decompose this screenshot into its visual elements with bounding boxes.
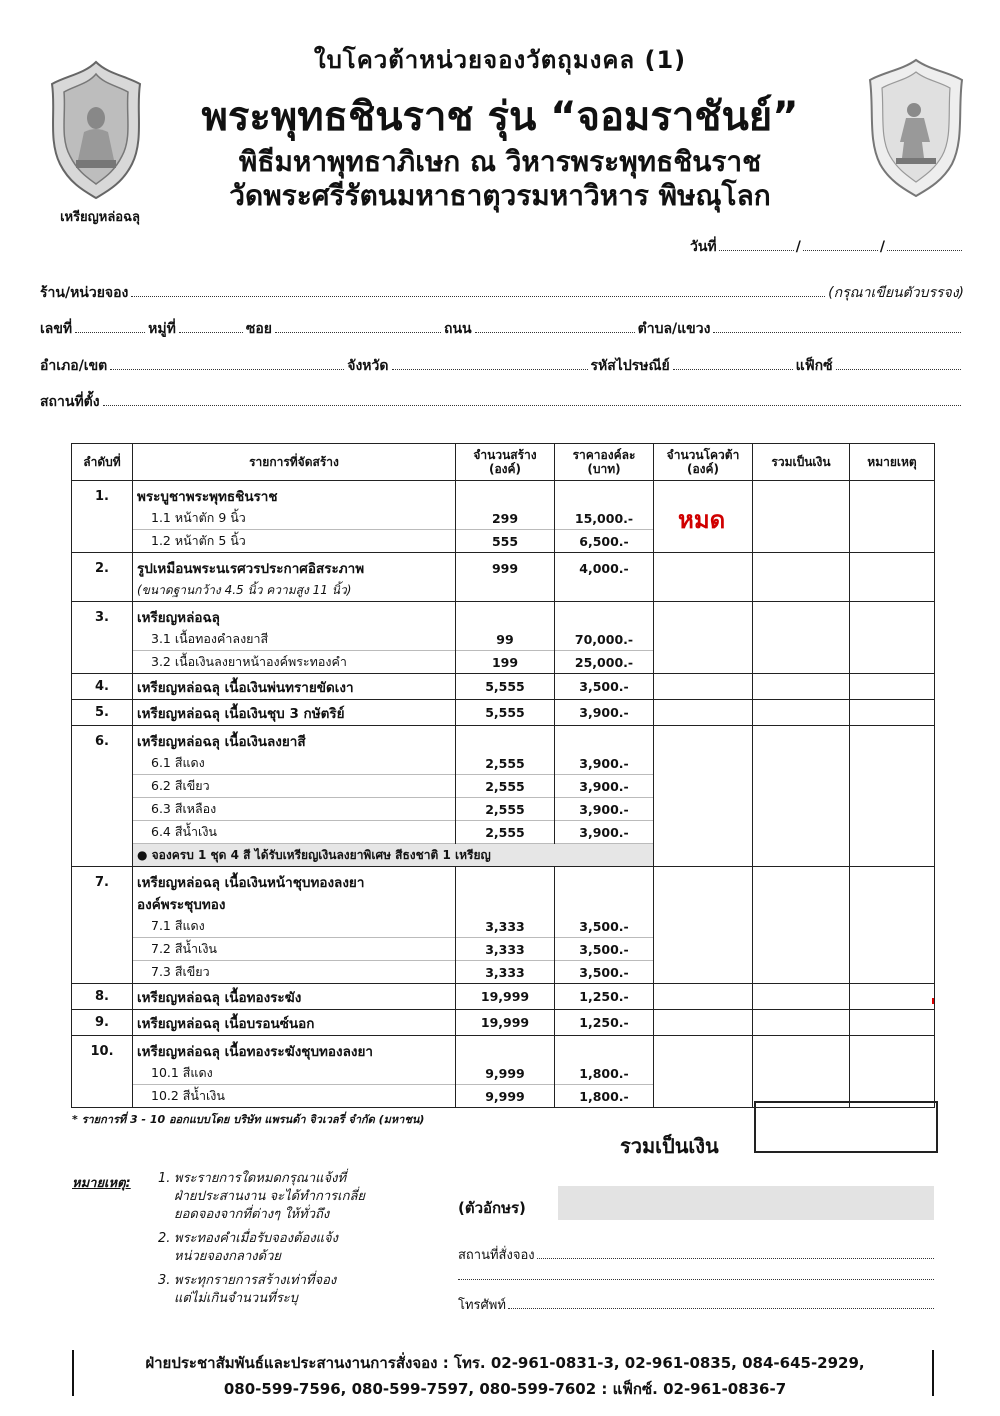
table-row — [72, 674, 935, 700]
table-row — [72, 984, 935, 1010]
form-title: ใบโควต้าหน่วยจองวัตถุมงคล (1) — [313, 46, 687, 74]
item-title: พระบูชาพระพุทธชินราช — [133, 481, 456, 508]
total-cell[interactable] — [753, 628, 850, 651]
table-row — [72, 1036, 935, 1063]
qty-made: 2,555 — [456, 821, 555, 844]
designer-footnote: * รายการที่ 3 - 10 ออกแบบโดย บริษัท แพรนด้า จิวเวลรี่ จำกัด (มหาชน) — [72, 1113, 425, 1126]
order-place-line — [458, 1244, 934, 1265]
remark-cell[interactable] — [850, 553, 935, 580]
quota-cell[interactable] — [654, 1062, 753, 1085]
remark-cell[interactable] — [850, 752, 935, 775]
remark-cell[interactable] — [850, 821, 935, 844]
unit-price: 3,900.- — [555, 821, 654, 844]
shop-field[interactable] — [131, 286, 825, 297]
item-desc: 6.2 สีเขียว — [133, 775, 456, 798]
footer-bar-right — [932, 1350, 934, 1396]
address-line-1 — [40, 318, 964, 340]
col-quota: จำนวนโควต้า (องค์) — [654, 444, 753, 481]
phone-line — [458, 1294, 934, 1315]
row-number: 7. — [72, 867, 133, 894]
province-field[interactable] — [392, 359, 588, 370]
quota-cell[interactable] — [654, 821, 753, 844]
total-cell[interactable] — [753, 700, 850, 726]
contact-line-2: 080-599-7596, 080-599-7597, 080-599-7602 : แฟ็กซ์. 02-961-0836-7 — [223, 1380, 787, 1398]
unit-price: 15,000.- — [555, 507, 654, 530]
shop-line — [40, 282, 964, 304]
date-year-field[interactable] — [887, 240, 962, 251]
table-row — [72, 775, 935, 798]
qty-made: 5,555 — [456, 700, 555, 726]
item-desc: 7.2 สีน้ำเงิน — [133, 938, 456, 961]
total-cell[interactable] — [753, 651, 850, 674]
grand-total-label: รวมเป็นเงิน — [620, 1134, 719, 1158]
remark-cell[interactable] — [850, 938, 935, 961]
shop-note: (กรุณาเขียนตัวบรรจง) — [828, 285, 964, 301]
item-desc: 6.4 สีน้ำเงิน — [133, 821, 456, 844]
moo-field[interactable] — [179, 322, 243, 333]
total-cell[interactable] — [753, 752, 850, 775]
row-number: 4. — [72, 674, 133, 700]
qty-made: 19,999 — [456, 984, 555, 1010]
remark-cell[interactable] — [850, 507, 935, 530]
remark-cell[interactable] — [850, 961, 935, 984]
tambon-field[interactable] — [713, 322, 961, 333]
item-title: เหรียญหล่อฉลุ เนื้อทองระฆัง — [133, 984, 456, 1010]
qty-made: 555 — [456, 530, 555, 553]
sold-out-stamp: หมด — [678, 506, 726, 534]
date-separator: / — [879, 239, 885, 255]
remark-cell[interactable] — [850, 628, 935, 651]
table-row — [72, 893, 935, 915]
date-month-field[interactable] — [803, 240, 878, 251]
row-number: 1. — [72, 481, 133, 508]
item-desc: 3.2 เนื้อเงินลงยาหน้าองค์พระทองคำ — [133, 651, 456, 674]
address-line-2 — [40, 355, 964, 377]
total-cell[interactable] — [753, 775, 850, 798]
contact-line-1: ฝ่ายประชาสัมพันธ์และประสานงานการสั่งจอง : โทร. 02-961-0831-3, 02-961-0835, 084-645-2929, — [145, 1354, 865, 1372]
row-number: 2. — [72, 553, 133, 580]
item-title: เหรียญหล่อฉลุ เนื้อเงินลงยาสี — [133, 726, 456, 753]
contact-footer — [80, 1350, 930, 1402]
unit-price: 3,500.- — [555, 915, 654, 938]
table-row — [72, 915, 935, 938]
table-row — [72, 507, 935, 530]
row-number: 10. — [72, 1036, 133, 1063]
table-row — [72, 700, 935, 726]
table-header — [72, 444, 935, 481]
total-cell[interactable] — [753, 1010, 850, 1036]
quota-cell[interactable] — [654, 651, 753, 674]
date-line — [690, 236, 964, 258]
row-number: 3. — [72, 602, 133, 629]
table-row — [72, 961, 935, 984]
item-desc: 10.1 สีแดง — [133, 1062, 456, 1085]
qty-made: 3,333 — [456, 915, 555, 938]
qty-made: 5,555 — [456, 674, 555, 700]
notes-list — [158, 1170, 418, 1314]
phone-field[interactable] — [508, 1299, 934, 1309]
table-row — [72, 579, 935, 602]
row-number: 8. — [72, 984, 133, 1010]
unit-price: 3,900.- — [555, 798, 654, 821]
table-row — [72, 602, 935, 629]
col-no: ลำดับที่ — [72, 444, 133, 481]
qty-made: 2,555 — [456, 752, 555, 775]
total-cell[interactable] — [753, 530, 850, 553]
total-cell[interactable] — [753, 553, 850, 580]
postcode-label: รหัสไปรษณีย์ — [590, 358, 670, 374]
col-remark: หมายเหตุ — [850, 444, 935, 481]
location-line — [40, 391, 964, 413]
item-desc: 1.2 หน้าตัก 5 นิ้ว — [133, 530, 456, 553]
col-qty-made: จำนวนสร้าง (องค์) — [456, 444, 555, 481]
order-place-label: สถานที่สั่งจอง — [458, 1248, 535, 1263]
table-row — [72, 867, 935, 894]
location-field[interactable] — [103, 395, 961, 406]
quota-cell[interactable] — [654, 798, 753, 821]
col-total: รวมเป็นเงิน — [753, 444, 850, 481]
date-separator: / — [795, 239, 801, 255]
row-number: 6. — [72, 726, 133, 753]
item-size-note: (ขนาดฐานกว้าง 4.5 นิ้ว ความสูง 11 นิ้ว) — [133, 579, 456, 602]
item-desc: 6.1 สีแดง — [133, 752, 456, 775]
unit-price: 3,900.- — [555, 752, 654, 775]
promo-note: ● จองครบ 1 ชุด 4 สี ได้รับเหรียญเงินลงยาพิเศษ สีธงชาติ 1 เหรียญ — [133, 844, 654, 867]
road-label: ถนน — [443, 321, 472, 337]
medal-caption: เหรียญหล่อฉลุ — [60, 210, 140, 225]
item-desc: 6.3 สีเหลือง — [133, 798, 456, 821]
quota-table — [71, 443, 935, 1108]
qty-made: 9,999 — [456, 1062, 555, 1085]
note-item: 1. พระรายการใดหมดกรุณาแจ้งที่ ฝ่ายประสานงาน จะได้ทำการเกลี่ย ยอดจองจากที่ต่างๆ ให้ทั่วถึง — [158, 1171, 366, 1222]
table-row — [72, 752, 935, 775]
total-cell[interactable] — [753, 961, 850, 984]
total-cell[interactable] — [753, 674, 850, 700]
total-cell[interactable] — [753, 1062, 850, 1085]
item-title: เหรียญหล่อฉลุ เนื้อเงินหน้าชุบทองลงยา — [133, 867, 456, 894]
item-desc: 10.2 สีน้ำเงิน — [133, 1085, 456, 1108]
date-day-field[interactable] — [719, 240, 794, 251]
order-place-field-2[interactable] — [458, 1270, 934, 1280]
subtitle-ceremony: พิธีมหาพุทธาภิเษก ณ วิหารพระพุทธชินราช — [238, 145, 762, 178]
table-row — [72, 938, 935, 961]
moo-label: หมู่ที่ — [148, 321, 176, 337]
item-title: เหรียญหล่อฉลุ เนื้อบรอนซ์นอก — [133, 1010, 456, 1036]
item-desc: 3.1 เนื้อทองคำลงยาสี — [133, 628, 456, 651]
remark-cell[interactable] — [850, 1010, 935, 1036]
quota-cell[interactable] — [654, 700, 753, 726]
remark-cell[interactable] — [850, 984, 935, 1010]
soi-label: ซอย — [245, 321, 272, 337]
qty-made: 9,999 — [456, 1085, 555, 1108]
total-cell[interactable] — [753, 984, 850, 1010]
table-row — [72, 530, 935, 553]
order-place-line-2 — [458, 1270, 934, 1280]
unit-price: 4,000.- — [555, 553, 654, 580]
qty-made: 999 — [456, 553, 555, 580]
province-label: จังหวัด — [347, 358, 389, 374]
footer-bar-left — [72, 1350, 74, 1396]
location-label: สถานที่ตั้ง — [40, 394, 100, 410]
remark-cell[interactable] — [850, 1062, 935, 1085]
table-row — [72, 1062, 935, 1085]
quota-cell[interactable] — [654, 961, 753, 984]
table-row — [72, 1010, 935, 1036]
unit-price: 3,500.- — [555, 674, 654, 700]
postcode-field[interactable] — [673, 359, 793, 370]
remark-cell[interactable] — [850, 700, 935, 726]
amount-in-words-label: (ตัวอักษร) — [458, 1199, 526, 1217]
soi-field[interactable] — [275, 322, 441, 333]
notes-heading: หมายเหตุ: — [72, 1176, 131, 1191]
grand-total-field[interactable] — [754, 1101, 938, 1153]
total-cell[interactable] — [753, 915, 850, 938]
item-desc: 7.3 สีเขียว — [133, 961, 456, 984]
total-cell[interactable] — [753, 821, 850, 844]
table-row — [72, 651, 935, 674]
table-row — [72, 481, 935, 508]
quota-cell[interactable] — [654, 938, 753, 961]
subtitle-temple: วัดพระศรีรัตนมหาธาตุวรมหาวิหาร พิษณุโลก — [229, 179, 771, 212]
qty-made: 19,999 — [456, 1010, 555, 1036]
quota-cell[interactable] — [654, 775, 753, 798]
table-row — [72, 628, 935, 651]
col-price: ราคาองค์ละ (บาท) — [555, 444, 654, 481]
note-item: 2. พระทองคำเมื่อรับจองต้องแจ้ง หน่วยจองกลางด้วย — [158, 1231, 339, 1264]
quota-cell[interactable] — [654, 915, 753, 938]
row-number: 9. — [72, 1010, 133, 1036]
buddha-medal-image — [46, 60, 146, 200]
table-row — [72, 553, 935, 580]
no-label: เลขที่ — [40, 321, 73, 337]
item-desc: 1.1 หน้าตัก 9 นิ้ว — [133, 507, 456, 530]
item-title: เหรียญหล่อฉลุ — [133, 602, 456, 629]
remark-cell[interactable] — [850, 915, 935, 938]
remark-cell[interactable] — [850, 798, 935, 821]
unit-price: 3,500.- — [555, 961, 654, 984]
unit-price: 1,800.- — [555, 1062, 654, 1085]
quota-cell[interactable] — [654, 628, 753, 651]
remark-cell[interactable] — [850, 530, 935, 553]
unit-price: 1,250.- — [555, 984, 654, 1010]
fax-label: แฟ็กซ์ — [795, 358, 833, 374]
table-row — [72, 798, 935, 821]
quota-cell[interactable] — [654, 752, 753, 775]
quota-cell[interactable] — [654, 1010, 753, 1036]
quota-cell[interactable] — [654, 1085, 753, 1108]
remark-cell[interactable] — [850, 651, 935, 674]
king-statue-medal-image — [866, 58, 966, 198]
item-desc: 7.1 สีแดง — [133, 915, 456, 938]
item-title: รูปเหมือนพระนเรศวรประกาศอิสระภาพ — [133, 553, 456, 580]
date-label: วันที่ — [690, 239, 717, 255]
qty-made: 3,333 — [456, 938, 555, 961]
no-field[interactable] — [75, 322, 145, 333]
table-row — [72, 821, 935, 844]
quota-cell[interactable] — [654, 553, 753, 580]
item-title: เหรียญหล่อฉลุ เนื้อเงินชุบ 3 กษัตริย์ — [133, 700, 456, 726]
total-cell[interactable] — [753, 938, 850, 961]
quota-cell[interactable] — [654, 984, 753, 1010]
total-cell[interactable] — [753, 798, 850, 821]
remark-cell[interactable] — [850, 775, 935, 798]
item-title: เหรียญหล่อฉลุ เนื้อทองระฆังชุบทองลงยา — [133, 1036, 456, 1063]
unit-price: 3,900.- — [555, 775, 654, 798]
unit-price: 70,000.- — [555, 628, 654, 651]
amount-in-words-field[interactable] — [558, 1186, 934, 1220]
item-title-cont: องค์พระชุบทอง — [133, 893, 456, 915]
qty-made: 2,555 — [456, 798, 555, 821]
qty-made: 299 — [456, 507, 555, 530]
unit-price: 1,800.- — [555, 1085, 654, 1108]
shop-label: ร้าน/หน่วยจอง — [40, 285, 129, 301]
col-item: รายการที่จัดสร้าง — [133, 444, 456, 481]
table-row — [72, 844, 935, 867]
tambon-label: ตำบล/แขวง — [637, 321, 711, 337]
row-number: 5. — [72, 700, 133, 726]
road-field[interactable] — [475, 322, 635, 333]
total-cell[interactable] — [753, 507, 850, 530]
unit-price: 1,250.- — [555, 1010, 654, 1036]
unit-price: 25,000.- — [555, 651, 654, 674]
quota-cell[interactable] — [654, 674, 753, 700]
table-row — [72, 726, 935, 753]
phone-label: โทรศัพท์ — [458, 1298, 506, 1313]
unit-price: 3,500.- — [555, 938, 654, 961]
amphoe-field[interactable] — [110, 359, 344, 370]
order-place-field[interactable] — [537, 1249, 934, 1259]
amphoe-label: อำเภอ/เขต — [40, 358, 108, 374]
remark-cell[interactable] — [850, 674, 935, 700]
fax-field[interactable] — [836, 359, 961, 370]
unit-price: 6,500.- — [555, 530, 654, 553]
qty-made: 3,333 — [456, 961, 555, 984]
qty-made: 199 — [456, 651, 555, 674]
red-mark — [932, 998, 934, 1004]
unit-price: 3,900.- — [555, 700, 654, 726]
qty-made: 99 — [456, 628, 555, 651]
item-title: เหรียญหล่อฉลุ เนื้อเงินพ่นทรายขัดเงา — [133, 674, 456, 700]
main-title: พระพุทธชินราช รุ่น “จอมราชันย์” — [201, 94, 799, 140]
qty-made: 2,555 — [456, 775, 555, 798]
note-item: 3. พระทุกรายการสร้างเท่าที่จอง แต่ไม่เกินจำนวนที่ระบุ — [158, 1273, 337, 1306]
